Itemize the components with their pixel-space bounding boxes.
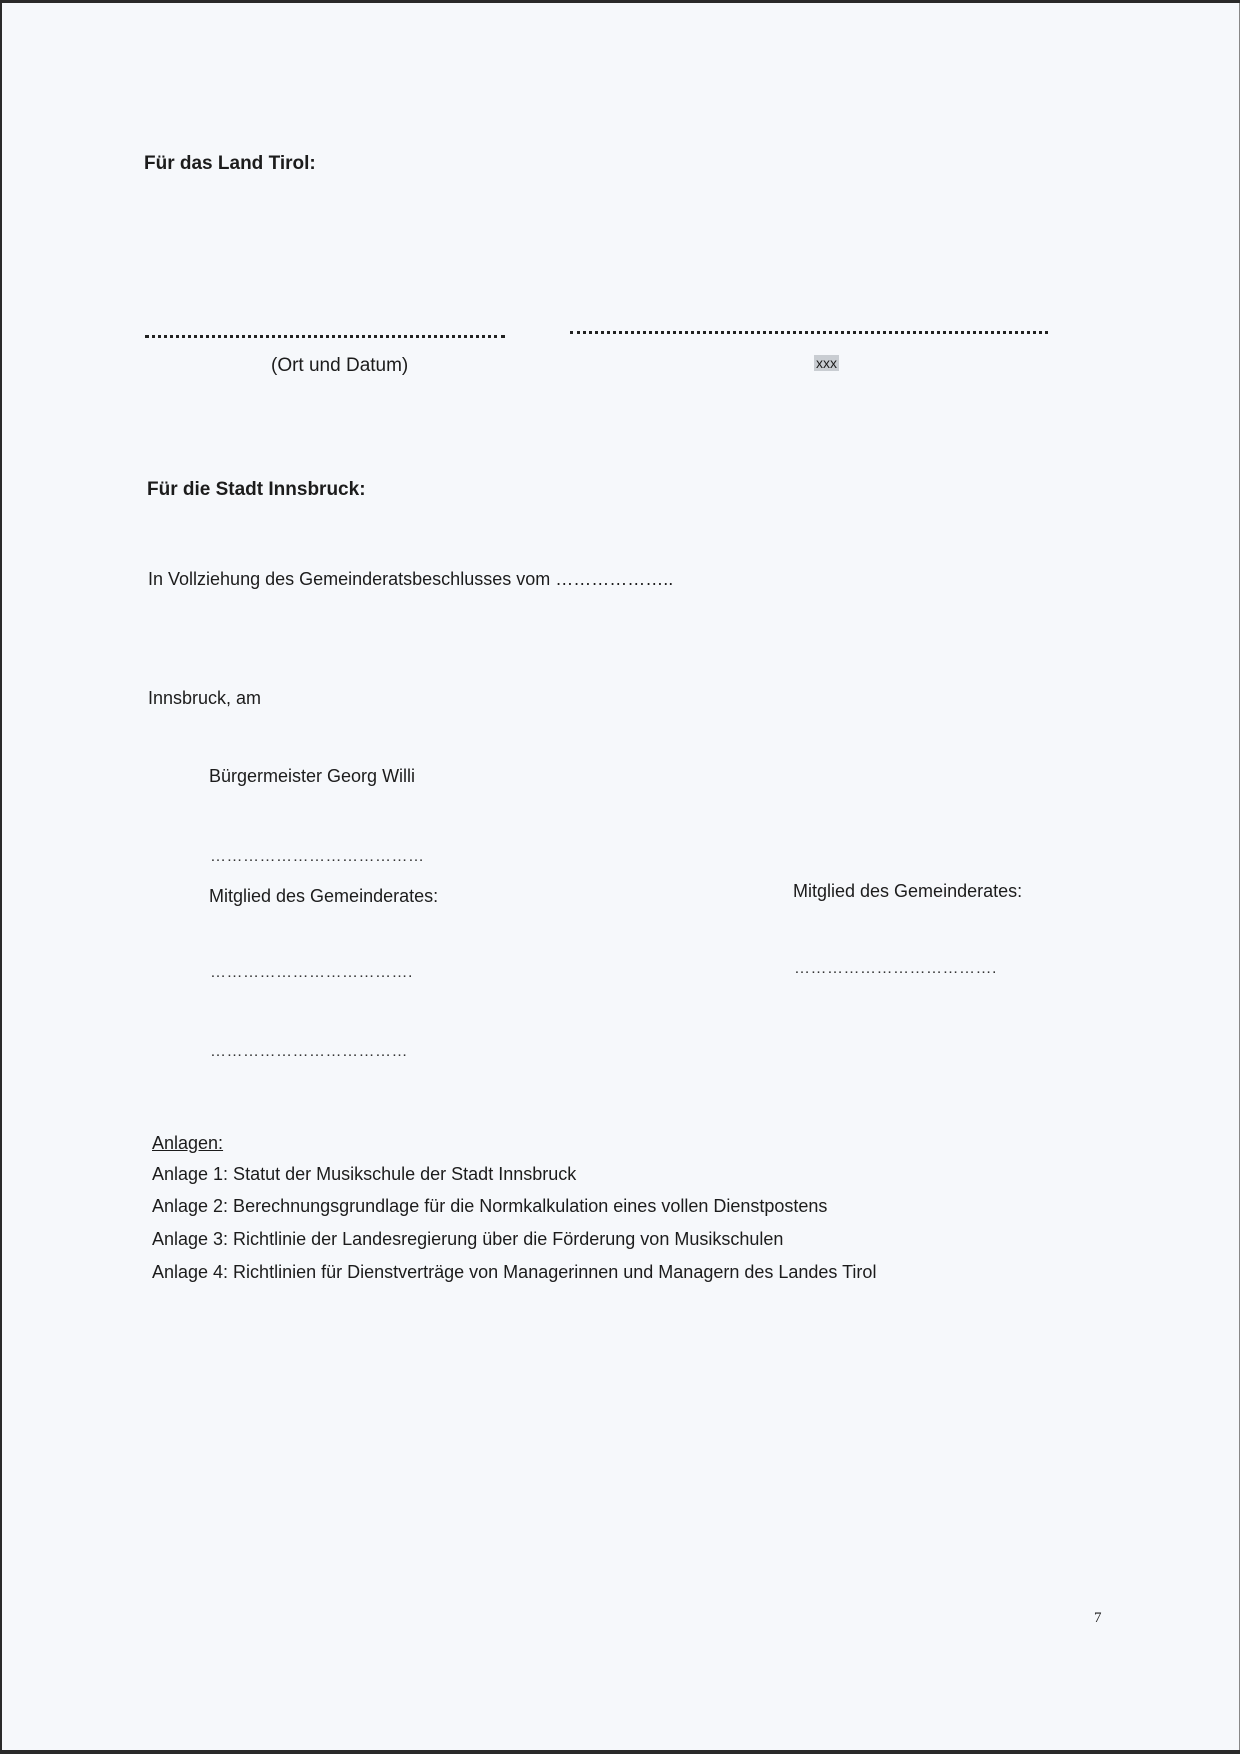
anlage-item: Anlage 2: Berechnungsgrundlage für die Normkalkulation eines vollen Dienstpostens bbox=[152, 1196, 828, 1216]
place-date-caption: (Ort und Datum) bbox=[271, 355, 409, 376]
place-date-signature-line bbox=[145, 335, 505, 338]
anlage-item: Anlage 1: Statut der Musikschule der Stadt Innsbruck bbox=[152, 1164, 577, 1184]
page-number: 7 bbox=[1094, 1610, 1102, 1626]
anlage-item: Anlage 3: Richtlinie der Landesregierung über die Förderung von Musikschulen bbox=[152, 1229, 784, 1249]
member-right-label: Mitglied des Gemeinderates: bbox=[793, 881, 1023, 901]
resolution-text: In Vollziehung des Gemeinderatsbeschlusses vom ……………….. bbox=[148, 569, 674, 589]
land-heading: Für das Land Tirol: bbox=[144, 153, 316, 174]
land-signature-line bbox=[570, 331, 1048, 334]
member-left-signature-dots-2: ……………………………… bbox=[210, 1043, 408, 1060]
signatory-placeholder: xxx bbox=[816, 355, 837, 371]
place-line: Innsbruck, am bbox=[148, 688, 262, 708]
anlage-item: Anlage 4: Richtlinien für Dienstverträge von Managerinnen und Managern des Landes Tirol bbox=[152, 1262, 877, 1282]
mayor-name: Bürgermeister Georg Willi bbox=[209, 766, 416, 786]
mayor-signature-dots: ………………………………… bbox=[210, 848, 425, 865]
member-left-label: Mitglied des Gemeinderates: bbox=[209, 886, 439, 906]
anlagen-heading: Anlagen: bbox=[152, 1133, 224, 1153]
member-left-signature-dots: ………………………………. bbox=[210, 964, 413, 981]
stadt-heading: Für die Stadt Innsbruck: bbox=[147, 479, 366, 500]
member-right-signature-dots: ………………………………. bbox=[794, 960, 997, 977]
